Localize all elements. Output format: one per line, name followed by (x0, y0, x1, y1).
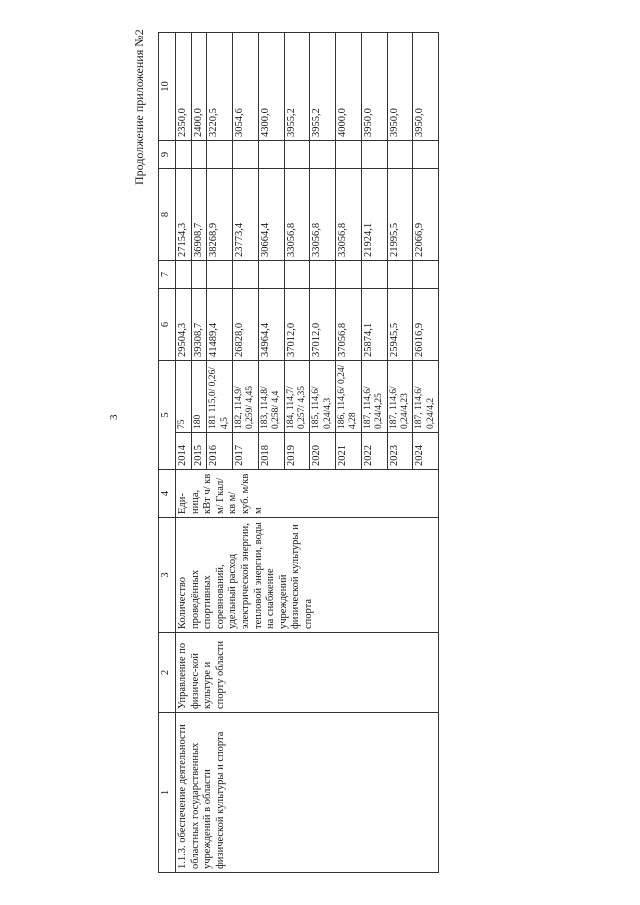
year-cell: 2021 (336, 433, 362, 470)
col10-cell: 4000,0 (336, 33, 362, 141)
col8-cell: 22066,9 (413, 169, 439, 261)
year-cell: 2019 (284, 433, 310, 470)
year-cell: 2020 (310, 433, 336, 470)
header-col-6: 6 (159, 289, 176, 361)
col9-cell (191, 141, 207, 169)
year-cell: 2023 (387, 433, 413, 470)
header-col-5: 5 (159, 361, 176, 470)
col8-cell: 21995,5 (387, 169, 413, 261)
col7-cell (207, 261, 233, 289)
year-cell: 2017 (232, 433, 258, 470)
col7-cell (387, 261, 413, 289)
col7-cell (361, 261, 387, 289)
table-row (176, 33, 192, 873)
cell-c3: Количество проведённых спортивных соревнований, удельный расход электрической энергии, тепловой энергии, воды на снабжение учреждений физической культуры и спорта (176, 518, 439, 633)
appendix-caption: Продолжение приложения №2 (132, 29, 146, 185)
header-row (159, 33, 176, 873)
indicator-cell: 180 (191, 361, 207, 433)
col9-cell (284, 141, 310, 169)
col8-cell: 27154,3 (176, 169, 192, 261)
col10-cell: 2350,0 (176, 33, 192, 141)
total-cell: 26828,0 (232, 289, 258, 361)
col8-cell: 21924,1 (361, 169, 387, 261)
col7-cell (191, 261, 207, 289)
indicator-cell: 75 (176, 361, 192, 433)
header-col-3: 3 (159, 518, 176, 633)
year-cell: 2015 (191, 433, 207, 470)
total-cell: 25945,5 (387, 289, 413, 361)
indicator-cell: 187, 114,6/ 0,24/4,25 (361, 361, 387, 433)
col9-cell (361, 141, 387, 169)
col7-cell (232, 261, 258, 289)
total-cell: 37012,0 (310, 289, 336, 361)
indicator-cell: 184, 114,7/ 0,257/ 4,35 (284, 361, 310, 433)
header-col-9: 9 (159, 141, 176, 169)
col9-cell (310, 141, 336, 169)
indicator-cell: 181 115,0/ 0,26/ 4,5 (207, 361, 233, 433)
col7-cell (336, 261, 362, 289)
total-cell: 37012,0 (284, 289, 310, 361)
col8-cell: 30664,4 (258, 169, 284, 261)
total-cell: 26016,9 (413, 289, 439, 361)
year-cell: 2018 (258, 433, 284, 470)
total-cell: 34964,4 (258, 289, 284, 361)
col10-cell: 2400,0 (191, 33, 207, 141)
col9-cell (232, 141, 258, 169)
header-col-8: 8 (159, 169, 176, 261)
total-cell: 29504,3 (176, 289, 192, 361)
year-cell: 2022 (361, 433, 387, 470)
header-col-2: 2 (159, 633, 176, 713)
indicator-cell: 185, 114,6/ 0,24/4,3 (310, 361, 336, 433)
indicator-cell: 187, 114,6/ 0,24/4,2 (413, 361, 439, 433)
col10-cell: 4300,0 (258, 33, 284, 141)
cell-c2: Управление по физичес-кой культуре и спорту области (176, 633, 439, 713)
col9-cell (207, 141, 233, 169)
page-number: 3 (108, 414, 120, 420)
col8-cell: 33056,8 (284, 169, 310, 261)
col8-cell: 38268,9 (207, 169, 233, 261)
indicator-cell: 183, 114,8/ 0,258/ 4,4 (258, 361, 284, 433)
col8-cell: 33056,8 (310, 169, 336, 261)
col10-cell: 3054,6 (232, 33, 258, 141)
header-col-10: 10 (159, 33, 176, 141)
col10-cell: 3950,0 (413, 33, 439, 141)
col9-cell (258, 141, 284, 169)
indicator-cell: 187, 114,6/ 0,24/4,23 (387, 361, 413, 433)
col10-cell: 3955,2 (310, 33, 336, 141)
col10-cell: 3220,5 (207, 33, 233, 141)
col8-cell: 23773,4 (232, 169, 258, 261)
total-cell: 41489,4 (207, 289, 233, 361)
col7-cell (413, 261, 439, 289)
year-cell: 2024 (413, 433, 439, 470)
col7-cell (284, 261, 310, 289)
header-col-1: 1 (159, 713, 176, 873)
col9-cell (176, 141, 192, 169)
cell-c4: Еди-ница, кВт ч/ кв м/ Гкал/ кв м/ куб. м/кв м (176, 470, 439, 518)
col7-cell (310, 261, 336, 289)
total-cell: 37056,8 (336, 289, 362, 361)
header-col-4: 4 (159, 470, 176, 518)
col10-cell: 3955,2 (284, 33, 310, 141)
col7-cell (176, 261, 192, 289)
rotated-table-container (158, 33, 610, 873)
total-cell: 39308,7 (191, 289, 207, 361)
cell-c1: 1.1.3. обеспечение деятельности областных государственных учреждений в области физической культуры и спорта (176, 713, 439, 873)
year-cell: 2014 (176, 433, 192, 470)
col8-cell: 36908,7 (191, 169, 207, 261)
indicator-cell: 182, 114,9/ 0,259/ 4,45 (232, 361, 258, 433)
header-col-7: 7 (159, 261, 176, 289)
indicator-cell: 186, 114,6/ 0,24/ 4,28 (336, 361, 362, 433)
col8-cell: 33056,8 (336, 169, 362, 261)
col7-cell (258, 261, 284, 289)
total-cell: 25874,1 (361, 289, 387, 361)
col10-cell: 3950,0 (387, 33, 413, 141)
data-table (158, 32, 439, 873)
col9-cell (336, 141, 362, 169)
col9-cell (387, 141, 413, 169)
col9-cell (413, 141, 439, 169)
col10-cell: 3950,0 (361, 33, 387, 141)
year-cell: 2016 (207, 433, 233, 470)
